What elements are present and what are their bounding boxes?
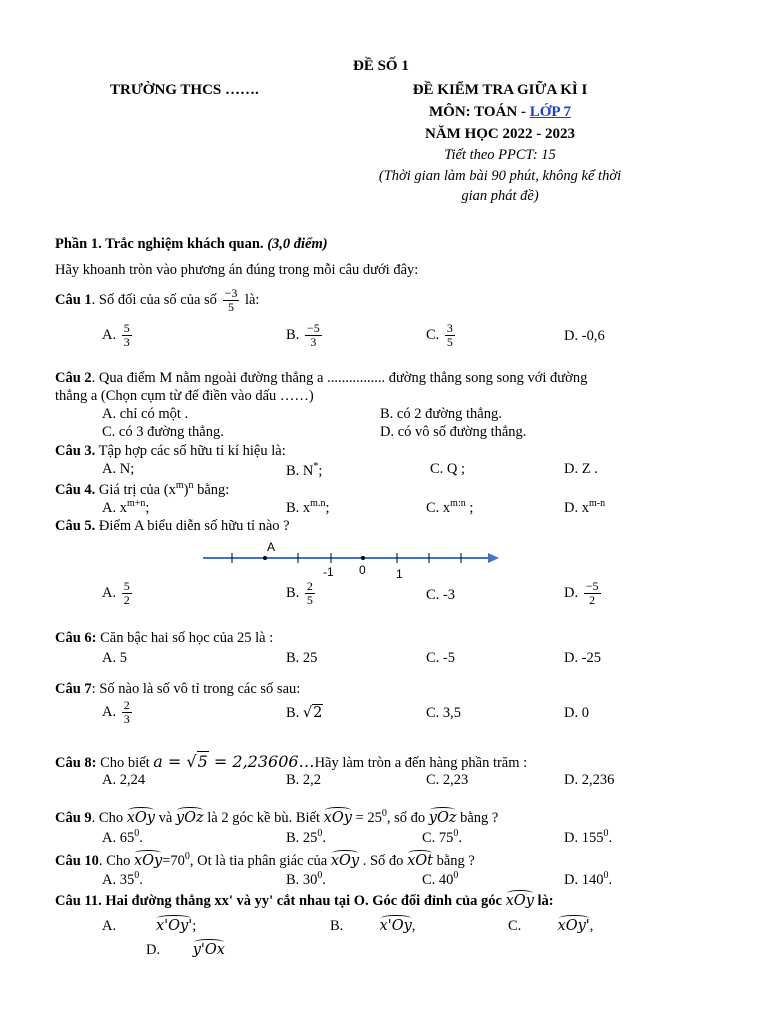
q1-option-c[interactable]: C. $\frac{3}{5}$ <box>426 321 453 349</box>
q2-option-d[interactable]: D. có vô số đường thẳng. <box>380 424 527 440</box>
question-3 <box>55 443 286 460</box>
q1-label: Câu 1 <box>55 291 92 308</box>
q4-option-b[interactable]: B. $x^{m.n}$; <box>286 498 330 516</box>
q7-option-b[interactable]: B. √2 <box>286 705 323 721</box>
part1-instruction: Hãy khoanh tròn vào phương án đúng trong mỗi câu dưới đây: <box>55 262 419 278</box>
q2-label: Câu 2 <box>55 370 92 386</box>
q4-option-c[interactable]: C. $x^{m:n}$ ; <box>426 498 474 516</box>
point-a-dot <box>263 556 267 560</box>
q7-option-c[interactable]: C. 3,5 <box>426 705 462 721</box>
q3-label: Câu 3. <box>55 443 96 459</box>
question-1 <box>55 287 259 314</box>
number-line-arrow <box>488 553 499 563</box>
q11-label: Câu 11. <box>55 893 102 909</box>
q4-option-a[interactable]: A. $x^{m+n}$; <box>102 498 150 516</box>
angle-yoz: yOz <box>428 809 457 826</box>
school-year: NĂM HỌC 2022 - 2023 <box>425 126 575 142</box>
q1-option-b[interactable]: B. $\frac{-5}{3}$ <box>286 321 320 349</box>
angle-xoy: xOy <box>323 809 352 826</box>
q1-text: . Số đối của số của số <box>91 291 217 308</box>
q3-option-c[interactable]: C. Q ; <box>430 461 466 477</box>
part1-points: (3,0 điểm) <box>267 236 328 252</box>
angle-xoy: xOy <box>133 852 163 869</box>
q9-option-a[interactable]: A. $65^0$. <box>102 828 143 846</box>
q4-label: Câu 4. <box>55 481 96 498</box>
q1-option-d[interactable]: D. -0,6 <box>564 328 605 344</box>
q10-option-b[interactable]: B. $30^0$. <box>286 870 327 888</box>
question-8: Câu 8: Cho biết a = √5 = 2,23606…Hãy làm tròn a đến hàng phần trăm : <box>55 752 528 771</box>
q8-label: Câu 8: <box>55 755 97 771</box>
tick-0: 0 <box>359 563 366 577</box>
q8-option-a[interactable]: A. 2,24 <box>102 772 146 788</box>
q1-option-a[interactable]: A. $\frac{5}{3}$ <box>102 321 130 349</box>
question-6 <box>55 630 273 647</box>
question-10: Câu 10. Cho $xOy=70^0$, Ot là tia phân giác của xOy . Số đo xOt bằng ? <box>55 851 475 869</box>
q8-option-d[interactable]: D. 2,236 <box>564 772 615 788</box>
q9-option-b[interactable]: B. $25^0$. <box>286 828 327 846</box>
q5-option-c[interactable]: C. -3 <box>426 587 456 603</box>
angle-xoy: xOy <box>330 852 360 869</box>
q4-option-d[interactable]: D. $x^{m-n}$ <box>564 498 606 516</box>
question-4: Câu 4. Giá trị của $(x^m)^n$ bằng: <box>55 480 230 498</box>
q6-option-c[interactable]: C. -5 <box>426 650 455 666</box>
subject-line <box>370 104 630 121</box>
q10-option-d[interactable]: D. $140^0$. <box>564 870 613 888</box>
tick-minus-1: -1 <box>323 565 334 579</box>
q7-option-d[interactable]: D. 0 <box>564 705 589 721</box>
q3-option-d[interactable]: D. Z . <box>564 461 598 477</box>
q2-option-b[interactable]: B. có 2 đường thẳng. <box>380 406 502 422</box>
q8-math: a = √5 = 2,23606… <box>153 752 315 771</box>
angle-xot: xOt <box>407 852 433 869</box>
q7-text: : Số nào là số vô tỉ trong các số sau: <box>91 681 301 697</box>
angle-xoy: xOy <box>126 809 155 826</box>
q2-text-1: . Qua điểm M nằm ngoài đường thẳng a ................ đường thẳng song song với đường <box>91 370 588 386</box>
q7-label: Câu 7 <box>55 681 92 697</box>
q2-option-c[interactable]: C. có 3 đường thẳng. <box>102 424 224 440</box>
exam-title: ĐỀ KIỂM TRA GIỮA KÌ I <box>412 82 588 98</box>
q8-option-c[interactable]: C. 2,23 <box>426 772 469 788</box>
question-2 <box>55 370 587 387</box>
duration-line-2: gian phát đề) <box>461 188 539 204</box>
q5-option-b[interactable]: B. $\frac{2}{5}$ <box>286 579 313 607</box>
q1-text-after: là: <box>244 291 260 308</box>
q2-option-a[interactable]: A. chỉ có một . <box>102 406 189 422</box>
q5-text: Điểm A biểu diễn số hữu tỉ nào ? <box>95 518 290 534</box>
duration-line-1: (Thời gian làm bài 90 phút, không kể thời <box>378 168 622 184</box>
q9-option-c[interactable]: C. $75^0$. <box>422 828 463 846</box>
tick-1: 1 <box>396 567 403 581</box>
q6-option-a[interactable]: A. 5 <box>102 650 127 666</box>
q3-option-b[interactable]: B. N*; <box>286 461 323 479</box>
q7-option-a[interactable]: A. $\frac{2}{3}$ <box>102 698 130 726</box>
question-9: Câu 9. Cho xOy và yOz là 2 góc kề bù. Biết xOy = $25^0$, số đo yOz bằng ? <box>55 808 499 826</box>
q11-option-d[interactable]: D. y'Ox <box>146 942 225 958</box>
q5-label: Câu 5. <box>55 518 96 534</box>
angle-yoz: yOz <box>175 809 204 826</box>
angle-xoy: xOy <box>505 893 534 909</box>
q11-option-a[interactable]: A. x'Oy'; <box>102 918 197 934</box>
q6-label: Câu 6: <box>55 630 97 646</box>
q11-option-b[interactable]: B. x'Oy, <box>330 918 416 934</box>
q10-option-a[interactable]: A. $35^0$. <box>102 870 143 888</box>
q3-text: Tập hợp các số hữu tỉ kí hiệu là: <box>95 443 286 459</box>
point-a-label: A <box>267 540 276 554</box>
question-5 <box>55 518 290 535</box>
question-11: Câu 11. Hai đường thẳng xx' và yy' cắt nhau tại O. Góc đối đỉnh của góc xOy là: <box>55 893 554 909</box>
q5-option-d[interactable]: D. $\frac{-5}{2}$ <box>564 579 599 607</box>
q6-text: Căn bậc hai số học của 25 là : <box>96 630 274 646</box>
origin-dot <box>361 556 365 560</box>
subject-prefix: MÔN: TOÁN - <box>429 104 530 120</box>
class-link[interactable]: LỚP 7 <box>529 104 571 120</box>
part1-title <box>55 236 328 253</box>
q8-option-b[interactable]: B. 2,2 <box>286 772 322 788</box>
q5-option-a[interactable]: A. $\frac{5}{2}$ <box>102 579 130 607</box>
q11-option-c[interactable]: C. xOy', <box>508 918 594 934</box>
part1-title-text: Phần 1. Trắc nghiệm khách quan. <box>55 236 264 252</box>
q2-text-2: thẳng a (Chọn cụm từ để điền vào dấu ……) <box>55 388 314 404</box>
q6-option-b[interactable]: B. 25 <box>286 650 318 666</box>
school-name: TRƯỜNG THCS ……. <box>110 82 259 98</box>
q3-option-a[interactable]: A. N; <box>102 461 135 477</box>
q10-label: Câu 10 <box>55 852 99 869</box>
q10-option-c[interactable]: C. $40^0$ <box>422 870 459 888</box>
exam-number: ĐỀ SỐ 1 <box>353 58 409 74</box>
question-7 <box>55 681 300 698</box>
q9-label: Câu 9 <box>55 809 92 826</box>
q6-option-d[interactable]: D. -25 <box>564 650 602 666</box>
q1-fraction: $\frac{-3}{5}$ <box>224 286 238 314</box>
number-line <box>195 538 505 586</box>
period-line: Tiết theo PPCT: 15 <box>444 147 556 163</box>
q9-option-d[interactable]: D. $155^0$. <box>564 828 613 846</box>
